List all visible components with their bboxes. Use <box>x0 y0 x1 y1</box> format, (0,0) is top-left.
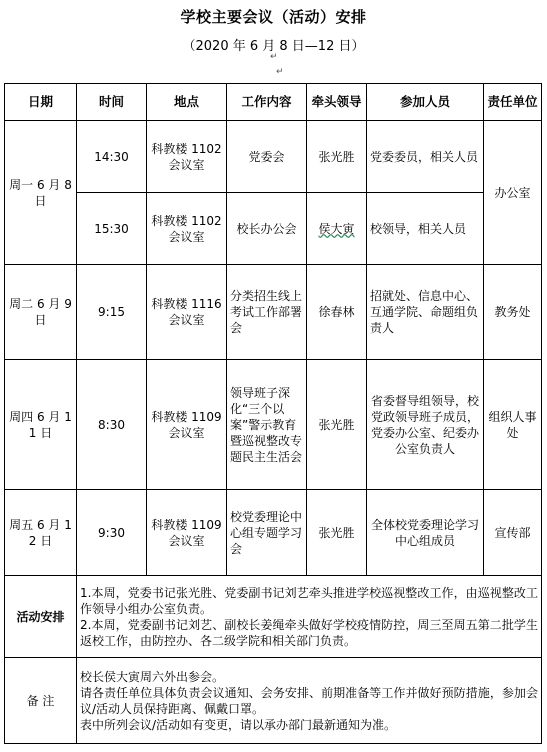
unit-cell: 宣传部 <box>484 490 542 576</box>
schedule-table <box>4 83 542 744</box>
table-row <box>5 360 542 490</box>
paragraph-mark: ↵ <box>270 52 278 62</box>
content-cell: 党委会 <box>227 121 307 193</box>
participants-cell: 全体校党委理论学习中心组成员 <box>367 490 484 576</box>
page-title: 学校主要会议（活动）安排 <box>180 8 367 26</box>
header-place: 地点 <box>147 84 227 121</box>
header-participants: 参加人员 <box>367 84 484 121</box>
date-cell: 周五 6 月 12 日 <box>5 490 77 576</box>
time-cell: 14:30 <box>77 121 147 193</box>
date-cell: 周四 6 月 11 日 <box>5 360 77 490</box>
table-row <box>5 265 542 360</box>
place-cell: 科教楼 1102 会议室 <box>147 193 227 265</box>
unit-cell: 教务处 <box>484 265 542 360</box>
participants-cell: 省委督导组领导，校党政领导班子成员，党委办公室、纪委办公室负责人 <box>367 360 484 490</box>
note-item: 请各责任单位具体负责会议通知、会务安排、前期准备等工作并做好预防措施，参加会议/活动人员保持距离、佩戴口罩。 <box>80 685 538 716</box>
participants-cell: 招就处、信息中心、互通学院、命题组负责人 <box>367 265 484 360</box>
page-subtitle: （2020 年 6 月 8 日—12 日） <box>182 39 365 54</box>
content-cell: 分类招生线上考试工作部署会 <box>227 265 307 360</box>
time-cell: 15:30 <box>77 193 147 265</box>
content-cell: 校党委理论中心组专题学习会 <box>227 490 307 576</box>
header-content: 工作内容 <box>227 84 307 121</box>
activity-item: 2.本周，党委副书记刘艺、副校长姜绳牵头做好学校疫情防控，周三至周五第二批学生返校工作，由防控办、各二级学院和相关部门负责。 <box>80 617 538 648</box>
place-cell: 科教楼 1116 会议室 <box>147 265 227 360</box>
activities-content <box>77 576 542 658</box>
lead-cell: 张光胜 <box>307 360 367 490</box>
note-item: 表中所列会议/活动如有变更，请以承办部门最新通知为准。 <box>80 717 397 732</box>
time-cell: 9:15 <box>77 265 147 360</box>
notes-row <box>5 658 542 744</box>
header-lead: 牵头领导 <box>307 84 367 121</box>
participants-cell: 党委委员，相关人员 <box>367 121 484 193</box>
table-row <box>5 121 542 193</box>
paragraph-mark: ↵ <box>276 67 284 77</box>
lead-cell: 侯大寅 <box>307 193 367 265</box>
content-cell: 领导班子深化“三个以案”警示教育暨巡视整改专题民主生活会 <box>227 360 307 490</box>
time-cell: 8:30 <box>77 360 147 490</box>
participants-cell: 校领导，相关人员 <box>367 193 484 265</box>
activities-label: 活动安排 <box>5 576 77 658</box>
lead-cell: 徐春林 <box>307 265 367 360</box>
date-cell: 周一 6 月 8 日 <box>5 121 77 265</box>
time-cell: 9:30 <box>77 490 147 576</box>
activities-row <box>5 576 542 658</box>
lead-cell: 张光胜 <box>307 121 367 193</box>
note-item: 校长侯大寅周六外出参会。 <box>80 669 225 684</box>
place-cell: 科教楼 1109 会议室 <box>147 490 227 576</box>
notes-label: 备 注 <box>5 658 77 744</box>
header-date: 日期 <box>5 84 77 121</box>
place-cell: 科教楼 1102 会议室 <box>147 121 227 193</box>
header-time: 时间 <box>77 84 147 121</box>
content-cell: 校长办公会 <box>227 193 307 265</box>
table-row <box>5 490 542 576</box>
place-cell: 科教楼 1109 会议室 <box>147 360 227 490</box>
date-cell: 周二 6 月 9 日 <box>5 265 77 360</box>
unit-cell: 组织人事处 <box>484 360 542 490</box>
header-unit: 责任单位 <box>484 84 542 121</box>
activity-item: 1.本周，党委书记张光胜、党委副书记刘艺牵头推进学校巡视整改工作，由巡视整改工作领导小组办公室负责。 <box>80 585 538 616</box>
header-row <box>5 84 542 121</box>
notes-content <box>77 658 542 744</box>
table-row <box>5 193 542 265</box>
lead-cell: 张光胜 <box>307 490 367 576</box>
unit-cell: 办公室 <box>484 121 542 265</box>
